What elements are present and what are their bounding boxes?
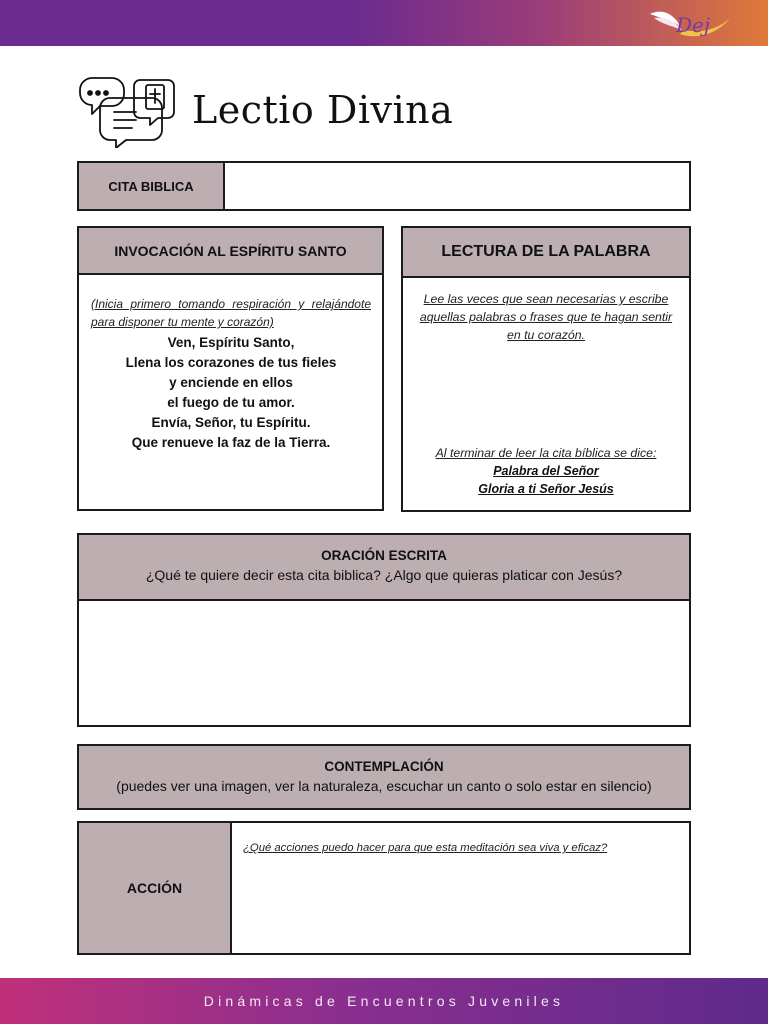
accion-section	[77, 821, 691, 955]
invocacion-section	[77, 226, 384, 511]
oracion-header	[79, 535, 689, 601]
accion-question: ¿Qué acciones puedo hacer para que esta meditación sea viva y eficaz?	[243, 842, 608, 854]
invocacion-instruction: (Inicia primero tomando respiración y relajándote para disponer tu mente y corazón)	[91, 297, 371, 329]
footer-text: Dinámicas de Encuentros Juveniles	[203, 993, 565, 1009]
chat-bible-icon	[74, 72, 180, 148]
contemplacion-section	[77, 744, 691, 810]
prayer-line: Que renueve la faz de la Tierra.	[131, 435, 331, 450]
top-banner	[0, 0, 768, 46]
oracion-question: ¿Qué te quiere decir esta cita biblica? ¿Algo que quieras platicar con Jesús?	[145, 567, 623, 583]
lectura-closing-intro: Al terminar de leer la cita bíblica se dice:	[435, 446, 657, 460]
oracion-section	[77, 533, 691, 727]
prayer-line: Envía, Señor, tu Espíritu.	[151, 415, 311, 430]
dej-logo-icon	[644, 4, 734, 42]
response-palabra: Palabra del Señor	[493, 464, 599, 478]
cita-biblica-row	[77, 161, 691, 211]
lectura-instruction: Lee las veces que sean necesarias y escribe aquellas palabras o frases que te hagan sentir en tu corazón.	[419, 292, 673, 342]
invocacion-title: INVOCACIÓN AL ESPÍRITU SANTO	[79, 228, 382, 275]
oracion-title: ORACIÓN ESCRITA	[321, 548, 447, 563]
oracion-answer-field[interactable]	[79, 601, 689, 725]
lectura-title: LECTURA DE LA PALABRA	[403, 228, 689, 278]
svg-text:Dej: Dej	[676, 13, 711, 37]
contemplacion-subtitle: (puedes ver una imagen, ver la naturaleza, escuchar un canto o solo estar en silencio)	[116, 778, 652, 794]
accion-answer-field[interactable]	[232, 823, 689, 953]
prayer-line: Ven, Espíritu Santo,	[167, 335, 295, 350]
lectura-section	[401, 226, 691, 512]
contemplacion-title: CONTEMPLACIÓN	[324, 759, 444, 774]
footer-banner	[0, 978, 768, 1024]
cita-biblica-label: CITA BIBLICA	[79, 163, 225, 209]
accion-label: ACCIÓN	[79, 823, 232, 953]
prayer-line: y enciende en ellos	[169, 375, 293, 390]
title-row	[74, 72, 453, 148]
prayer-line: Llena los corazones de tus fieles	[125, 355, 337, 370]
page-title: Lectio Divina	[192, 88, 454, 132]
response-gloria: Gloria a ti Señor Jesús	[478, 482, 614, 496]
lectura-closing	[403, 444, 689, 498]
cita-biblica-field[interactable]	[225, 163, 689, 209]
prayer-line: el fuego de tu amor.	[167, 395, 295, 410]
prayer-text	[91, 333, 371, 453]
